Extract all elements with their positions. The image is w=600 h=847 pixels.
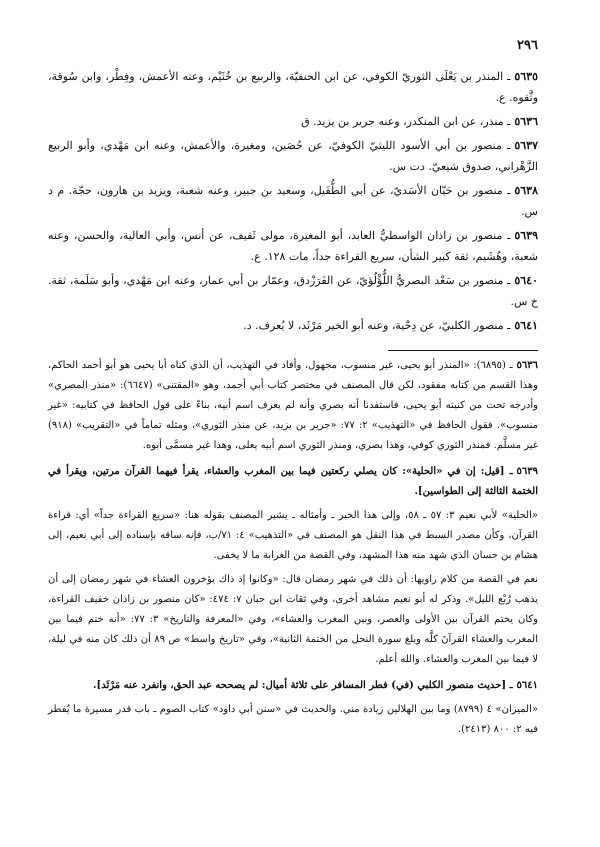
footnote-number: ٥٦٣٦ [516,360,538,371]
footnote-5639 [48,462,538,670]
entry-number: ٥٦٤١ [514,319,538,332]
entry-text: ـ منصور بن زاذان الواسطيُّ العابد، أبو المغيرة، مولى ثَقيف، عن أنس، وأبي العالية، والحسن، وعنه شعبة، وهُشَيم، ثقة كبير الشأن، سريع القراءة جداً، مات ١٢٨. ع. [48,229,538,263]
page-number: ٢٩٦ [517,38,538,53]
footnote-heading: ـ [قيل: إن في «الحلية»: كان يصلي ركعتين فيما بين المغرب والعشاء، يقرأ فيهما القرآن مرتين، ويقرأ في الختمة الثالثة إلى الطواسين]. [48,466,538,497]
entry-text: ـ منصور بن حَيّان الأسَديّ، عن أبي الطُّفَيل، وسعيد بن جبير، وعنه شعبة، ويزيد بن هارون، حجّة. م د س. [48,184,538,218]
footnote-text: «الحلية» لأبي نعيم ٣: ٥٧ ـ ٥٨، وإلى هذا الخبر ـ وأمثاله ـ يشير المصنف بقوله هنا: «سريع القراءة جداً» أي: قراءة القرآن، وكأن مصدر السبط في هذا النقل هو المصنف في «التذهيب» ٤: ٧١/ب، فإنه ساقه بإسناده إلى أبي نعيم، إلى هشام بن حسان الذي شهد منه هذا المشهد، وفي القصة من الغرابة ما لا يخفى. [48,510,538,561]
footnote-number: ٥٦٤١ [516,680,538,691]
entry-5637 [48,135,538,177]
footnotes [48,356,538,746]
footnote-text: ـ (٦٨٩٥): «المنذر أبو يحيى، غير منسوب، مجهول، وأفاد في التهذيب، أن الذي كناه أبا يحيى هو أبو أحمد الحاكم، وهذا القسم من كتابه مفقود، لكن قال المصنف في مختصر كتاب أبي أحمد، وهو «المقتنى» (٦٦٤٧): «منذر المصري» وأدرجه تحت من كنيته أبو يحيى، فاستفدنا أنه بصري وأنه لم يعرف اسم أبيه، بناءً على قول الحافظ في كتابيه: «غير منسوب». فقول الحافظ في «التهذيب» ٢: ٧٧: «جرير بن يزيد، عن منذر الثوري»، ومثله تماماً في «التقريب» (٩١٨) غير مسلَّم. فمنذر الثوري كوفي، وهذا بصري، ومنذر الثوري اسم أبيه يعلى، وهذا غير مسمَّى أبوه. [48,360,538,451]
entry-text: ـ المنذر بن يَعْلَى الثوريّ الكوفي، عن ابن الحنفيّة، والربيع بن خُثَيْم، وعنه الأعمش، وفِطْر، وابن سُوقة، وثَّقوه. ع. [48,70,538,104]
entry-text: ـ منذر، عن ابن المنكدر، وعنه جرير بن يزيد. ق [301,115,511,128]
entry-number: ٥٦٣٦ [514,115,538,128]
entry-text: ـ منصور بن أبي الأسود الليثيّ الكوفيّ، عن حُصَين، ومغيرة، والأعمش، وعنه ابن مَهْدي، وأبو الربيع الزَّهْراني، صدوق شيعيّ. دت س. [48,139,538,173]
entry-5636 [48,111,538,132]
footnote-5636 [48,356,538,456]
main-entries [48,66,538,339]
entry-number: ٥٦٤٠ [514,274,538,287]
entry-number: ٥٦٣٨ [514,184,538,197]
entry-5641 [48,315,538,336]
footnote-separator [388,350,538,351]
footnote-number: ٥٦٣٩ [516,466,538,477]
entry-5635 [48,66,538,108]
footnote-text: نعم في القصة من كلام راويها: أن ذلك في شهر رمضان قال: «وكانوا إذ ذاك يؤخرون العشاء في شهر رمضان إلى أن يذهب رُبْع الليل». وذكر له أبو نعيم مشاهد أخرى، وفي ثقات ابن حبان ٧: ٤٧٤: «كان منصور بن زاذان خفيف القراءة، وكان يختم القرآن بين الأولى والعصر، وبين المغرب والعشاء»، وفي «المعرفة والتاريخ» ٣: ٧٧: «أنه ختم فيما بين المغرب والعشاء القرآنَ كلَّه وبلغ سورة النحل من الختمة الثانية»، وفي «تاريخ واسط» ص ٨٩ أن ذلك كان منه في ليلة، لا فيما بين المغرب والعشاء. والله أعلم. [48,574,538,665]
entry-number: ٥٦٣٧ [514,139,538,152]
entry-number: ٥٦٣٥ [514,70,538,83]
entry-number: ٥٦٣٩ [514,229,538,242]
entry-5638 [48,180,538,222]
footnote-heading: ـ [حديث منصور الكلبي (في) فطر المسافر على ثلاثة أميال: لم يصححه عبد الحق، وانفرد عنه مَرْثَد]. [93,680,513,691]
footnote-text: «الميزان» ٤ (٨٧٩٩) وما بين الهلالين زيادة مني. والحديث في «سنن أبي داود» كتاب الصوم ـ باب قدر مسيرة ما يُفطر فيه ٢: ٨٠٠ (٢٤١٣). [48,704,538,735]
entry-5639 [48,225,538,267]
footnote-5641 [48,676,538,740]
entry-text: ـ منصور بن سَعْد البصريُّ اللُّؤْلُؤيّ، عن الفَرَزْدق، وعمّار بن أبي عمار، وعنه ابن مَهْدي، وأبو سَلَمة، ثقة. خ س. [48,274,538,308]
entry-5640 [48,270,538,312]
entry-text: ـ منصور الكلبيّ، عن دِحْية، وعنه أبو الخير مَرْثَد، لا يُعرف. د. [243,319,511,332]
